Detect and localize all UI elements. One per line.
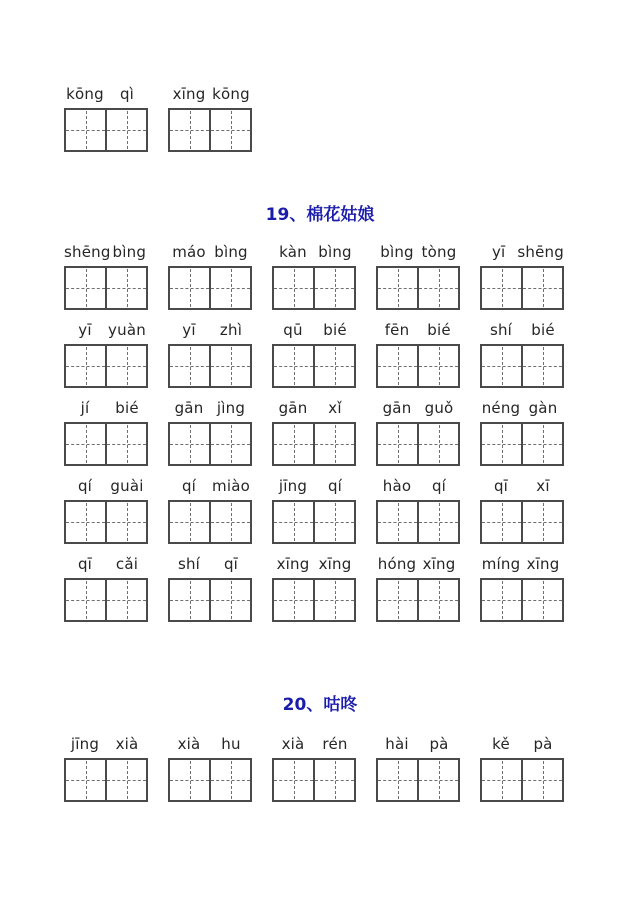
word-row: [0, 0, 640, 152]
pinyin-label: [168, 399, 252, 418]
pinyin-label: [168, 321, 252, 340]
word-row: [0, 477, 640, 544]
writing-grid: [376, 500, 460, 544]
pinyin-syllable: qí: [327, 477, 343, 495]
writing-cell: [378, 268, 417, 308]
pinyin-syllable: qí: [77, 477, 93, 495]
pinyin-label: [480, 321, 564, 340]
word-unit: [168, 243, 252, 310]
pinyin-syllable: guài: [110, 477, 144, 495]
pinyin-syllable: bìng: [318, 243, 352, 261]
word-unit: [64, 399, 148, 466]
word-unit: [272, 555, 356, 622]
pinyin-label: [480, 243, 564, 262]
pinyin-syllable: gān: [278, 399, 308, 417]
pinyin-syllable: bìng: [380, 243, 414, 261]
writing-cell: [313, 580, 354, 620]
pinyin-syllable: kě: [492, 735, 510, 753]
pinyin-syllable: hóng: [377, 555, 417, 573]
writing-cell: [378, 424, 417, 464]
word-unit: [64, 321, 148, 388]
writing-grid: [480, 422, 564, 466]
pinyin-label: [376, 555, 460, 574]
writing-cell: [482, 424, 521, 464]
pinyin-syllable: cǎi: [115, 555, 139, 573]
writing-cell: [274, 502, 313, 542]
pinyin-label: [272, 735, 356, 754]
writing-cell: [521, 424, 562, 464]
writing-grid: [168, 758, 252, 802]
pinyin-syllable: pà: [533, 735, 553, 753]
pinyin-syllable: xīng: [422, 555, 456, 573]
writing-grid: [272, 500, 356, 544]
word-unit: [64, 555, 148, 622]
pinyin-syllable: bié: [531, 321, 555, 339]
writing-cell: [521, 268, 562, 308]
word-unit: [480, 735, 564, 802]
pinyin-syllable: néng: [481, 399, 521, 417]
writing-cell: [378, 580, 417, 620]
writing-cell: [313, 502, 354, 542]
word-unit: [272, 321, 356, 388]
writing-cell: [66, 580, 105, 620]
writing-cell: [209, 268, 250, 308]
writing-grid: [376, 266, 460, 310]
pinyin-label: [376, 477, 460, 496]
writing-grid: [64, 500, 148, 544]
pinyin-label: [64, 555, 148, 574]
writing-grid: [480, 344, 564, 388]
pinyin-label: [168, 477, 252, 496]
section-title: 19、棉花姑娘: [265, 205, 375, 225]
pinyin-label: [168, 735, 252, 754]
word-row: [0, 399, 640, 466]
pinyin-syllable: hài: [385, 735, 409, 753]
writing-cell: [417, 580, 458, 620]
pinyin-label: [168, 85, 252, 104]
pinyin-syllable: jīng: [278, 477, 308, 495]
pinyin-syllable: xīng: [318, 555, 352, 573]
writing-grid: [272, 578, 356, 622]
pinyin-syllable: kōng: [212, 85, 250, 103]
pinyin-label: [376, 243, 460, 262]
writing-cell: [274, 580, 313, 620]
pinyin-syllable: yī: [491, 243, 506, 261]
pinyin-syllable: qī: [223, 555, 239, 573]
pinyin-label: [376, 321, 460, 340]
writing-cell: [521, 346, 562, 386]
word-unit: [272, 399, 356, 466]
pinyin-syllable: hu: [221, 735, 241, 753]
writing-cell: [170, 580, 209, 620]
writing-cell: [378, 346, 417, 386]
word-unit: [64, 243, 148, 310]
pinyin-label: [480, 477, 564, 496]
pinyin-syllable: kōng: [66, 85, 104, 103]
writing-cell: [274, 268, 313, 308]
writing-cell: [209, 502, 250, 542]
pinyin-syllable: guǒ: [424, 399, 454, 417]
writing-cell: [313, 346, 354, 386]
writing-grid: [272, 422, 356, 466]
pinyin-syllable: yuàn: [108, 321, 146, 339]
pinyin-syllable: xī: [536, 477, 550, 495]
pinyin-label: [272, 477, 356, 496]
section-title: 20、咕咚: [282, 695, 358, 715]
writing-grid: [168, 344, 252, 388]
word-unit: [480, 321, 564, 388]
writing-cell: [417, 268, 458, 308]
pinyin-syllable: xīng: [172, 85, 206, 103]
writing-grid: [272, 266, 356, 310]
writing-cell: [66, 502, 105, 542]
pinyin-label: [272, 555, 356, 574]
writing-cell: [170, 110, 209, 150]
pinyin-syllable: hào: [382, 477, 412, 495]
writing-cell: [274, 760, 313, 800]
pinyin-label: [272, 243, 356, 262]
word-row: [0, 555, 640, 622]
writing-grid: [64, 578, 148, 622]
pinyin-label: [64, 735, 148, 754]
word-unit: [480, 243, 564, 310]
word-unit: [376, 735, 460, 802]
writing-grid: [480, 578, 564, 622]
word-unit: [480, 399, 564, 466]
pinyin-syllable: bìng: [214, 243, 248, 261]
writing-grid: [168, 500, 252, 544]
pinyin-syllable: fēn: [384, 321, 410, 339]
writing-cell: [105, 346, 146, 386]
writing-cell: [417, 502, 458, 542]
pinyin-syllable: bié: [323, 321, 347, 339]
writing-grid: [168, 108, 252, 152]
writing-grid: [168, 266, 252, 310]
writing-cell: [105, 760, 146, 800]
word-unit: [64, 85, 148, 152]
word-unit: [376, 243, 460, 310]
pinyin-syllable: qí: [181, 477, 197, 495]
writing-grid: [376, 344, 460, 388]
writing-grid: [376, 578, 460, 622]
writing-cell: [313, 760, 354, 800]
writing-grid: [480, 266, 564, 310]
writing-cell: [482, 760, 521, 800]
pinyin-syllable: jīng: [70, 735, 100, 753]
word-row: [0, 735, 640, 802]
pinyin-syllable: miào: [212, 477, 250, 495]
pinyin-syllable: jí: [80, 399, 90, 417]
pinyin-label: [480, 735, 564, 754]
writing-cell: [417, 760, 458, 800]
writing-cell: [66, 268, 105, 308]
word-unit: [376, 399, 460, 466]
writing-grid: [272, 344, 356, 388]
pinyin-syllable: míng: [481, 555, 521, 573]
writing-cell: [209, 760, 250, 800]
pinyin-label: [64, 85, 148, 104]
pinyin-syllable: qí: [431, 477, 447, 495]
writing-grid: [64, 266, 148, 310]
writing-grid: [64, 422, 148, 466]
pinyin-syllable: xià: [177, 735, 201, 753]
word-unit: [64, 477, 148, 544]
writing-cell: [417, 346, 458, 386]
writing-cell: [521, 502, 562, 542]
pinyin-syllable: yī: [182, 321, 196, 339]
pinyin-label: [376, 399, 460, 418]
pinyin-syllable: qī: [77, 555, 93, 573]
pinyin-syllable: kàn: [279, 243, 307, 261]
writing-cell: [274, 346, 313, 386]
pinyin-syllable: xīng: [276, 555, 310, 573]
word-unit: [168, 555, 252, 622]
writing-cell: [313, 268, 354, 308]
pinyin-syllable: pà: [429, 735, 449, 753]
pinyin-label: [64, 321, 148, 340]
word-unit: [272, 735, 356, 802]
writing-cell: [105, 502, 146, 542]
writing-cell: [521, 760, 562, 800]
writing-cell: [105, 424, 146, 464]
pinyin-syllable: gān: [174, 399, 204, 417]
writing-grid: [272, 758, 356, 802]
word-unit: [168, 85, 252, 152]
writing-cell: [209, 580, 250, 620]
pinyin-syllable: gàn: [528, 399, 558, 417]
writing-cell: [482, 346, 521, 386]
word-unit: [376, 321, 460, 388]
writing-cell: [170, 502, 209, 542]
writing-cell: [209, 110, 250, 150]
pinyin-label: [64, 477, 148, 496]
pinyin-syllable: shí: [177, 555, 201, 573]
writing-grid: [376, 422, 460, 466]
pinyin-label: [272, 399, 356, 418]
writing-cell: [274, 424, 313, 464]
pinyin-label: [480, 555, 564, 574]
pinyin-syllable: shēng: [64, 243, 111, 261]
writing-cell: [417, 424, 458, 464]
pinyin-label: [168, 243, 252, 262]
writing-grid: [376, 758, 460, 802]
writing-cell: [66, 110, 105, 150]
word-unit: [168, 477, 252, 544]
pinyin-syllable: jìng: [216, 399, 246, 417]
writing-cell: [482, 502, 521, 542]
pinyin-syllable: bìng: [112, 243, 147, 261]
word-unit: [168, 321, 252, 388]
pinyin-syllable: qì: [119, 85, 135, 103]
pinyin-label: [272, 321, 356, 340]
writing-grid: [168, 578, 252, 622]
pinyin-syllable: xīng: [526, 555, 560, 573]
pinyin-syllable: xǐ: [328, 399, 342, 417]
word-row: [0, 243, 640, 310]
writing-cell: [105, 580, 146, 620]
pinyin-syllable: gān: [382, 399, 412, 417]
pinyin-syllable: bié: [115, 399, 139, 417]
pinyin-syllable: qū: [283, 321, 303, 339]
word-row: [0, 321, 640, 388]
writing-cell: [482, 580, 521, 620]
pinyin-syllable: shēng: [517, 243, 564, 261]
pinyin-syllable: bié: [427, 321, 451, 339]
word-unit: [272, 477, 356, 544]
writing-cell: [170, 424, 209, 464]
writing-cell: [378, 502, 417, 542]
pinyin-syllable: tòng: [421, 243, 457, 261]
writing-cell: [170, 346, 209, 386]
writing-grid: [480, 500, 564, 544]
writing-grid: [64, 344, 148, 388]
pinyin-syllable: shí: [489, 321, 513, 339]
pinyin-syllable: máo: [172, 243, 206, 261]
writing-cell: [105, 268, 146, 308]
writing-grid: [64, 108, 148, 152]
writing-cell: [521, 580, 562, 620]
writing-cell: [66, 346, 105, 386]
writing-cell: [66, 760, 105, 800]
writing-cell: [482, 268, 521, 308]
pinyin-syllable: rén: [322, 735, 348, 753]
writing-grid: [168, 422, 252, 466]
pinyin-label: [376, 735, 460, 754]
word-unit: [376, 477, 460, 544]
writing-cell: [378, 760, 417, 800]
pinyin-syllable: yī: [78, 321, 92, 339]
pinyin-syllable: xià: [281, 735, 305, 753]
pinyin-syllable: qī: [493, 477, 509, 495]
writing-cell: [170, 760, 209, 800]
writing-grid: [64, 758, 148, 802]
word-unit: [168, 399, 252, 466]
pinyin-syllable: xià: [115, 735, 139, 753]
word-unit: [376, 555, 460, 622]
writing-cell: [170, 268, 209, 308]
writing-cell: [313, 424, 354, 464]
writing-grid: [480, 758, 564, 802]
word-unit: [480, 477, 564, 544]
word-unit: [480, 555, 564, 622]
word-unit: [272, 243, 356, 310]
writing-cell: [209, 424, 250, 464]
writing-cell: [209, 346, 250, 386]
writing-cell: [105, 110, 146, 150]
writing-cell: [66, 424, 105, 464]
word-unit: [168, 735, 252, 802]
word-unit: [64, 735, 148, 802]
pinyin-syllable: zhì: [219, 321, 243, 339]
pinyin-label: [64, 399, 148, 418]
pinyin-label: [480, 399, 564, 418]
pinyin-label: [64, 243, 148, 262]
pinyin-label: [168, 555, 252, 574]
